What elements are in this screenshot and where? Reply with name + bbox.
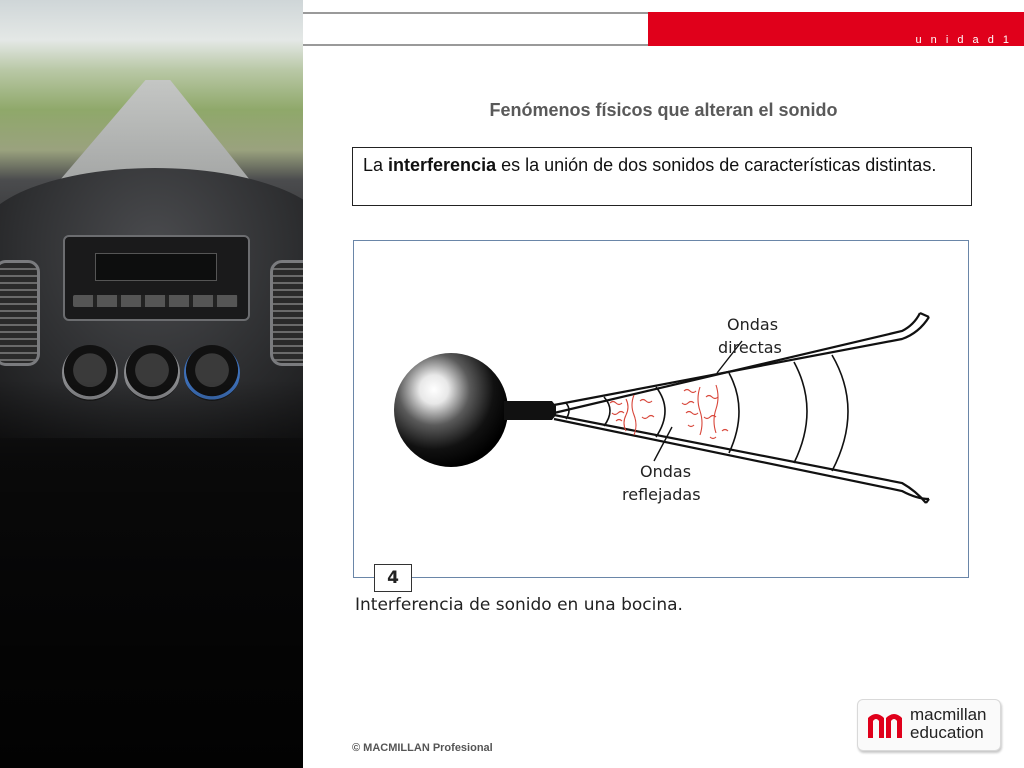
label-reflected-line2: reflejadas xyxy=(622,485,701,504)
dashboard-photo xyxy=(0,0,303,768)
macmillan-logo xyxy=(857,699,1001,751)
slide-title: Fenómenos físicos que alteran el sonido xyxy=(489,100,838,120)
horn-illustration xyxy=(354,241,968,577)
header-line-top xyxy=(303,12,648,14)
definition-box xyxy=(352,147,972,206)
direct-waves xyxy=(566,355,848,471)
macmillan-logo-icon xyxy=(866,708,906,742)
label-direct-line2: directas xyxy=(718,338,782,357)
unit-banner xyxy=(648,12,1024,46)
label-reflected-line1: Ondas xyxy=(640,462,692,481)
definition-text: es la unión de dos sonidos de características distintas. xyxy=(496,155,937,175)
logo-text-macmillan: macmillan xyxy=(910,705,987,724)
leader-reflected xyxy=(654,427,672,461)
copyright-text: © MACMILLAN Profesional xyxy=(352,742,493,754)
unit-label: u n i d a d 1 xyxy=(915,34,1012,46)
figure-number: 4 xyxy=(374,564,412,592)
photo-shade xyxy=(0,0,303,768)
definition-term: interferencia xyxy=(388,155,497,175)
definition-prefix: La xyxy=(363,155,389,175)
horn-neck xyxy=(504,401,556,420)
horn-interference-figure xyxy=(353,240,969,578)
label-direct-line1: Ondas xyxy=(727,315,779,334)
horn-bulb xyxy=(394,353,508,467)
figure-caption: Interferencia de sonido en una bocina. xyxy=(355,595,683,615)
logo-text-education: education xyxy=(910,723,984,742)
header-line-bottom xyxy=(303,44,648,46)
